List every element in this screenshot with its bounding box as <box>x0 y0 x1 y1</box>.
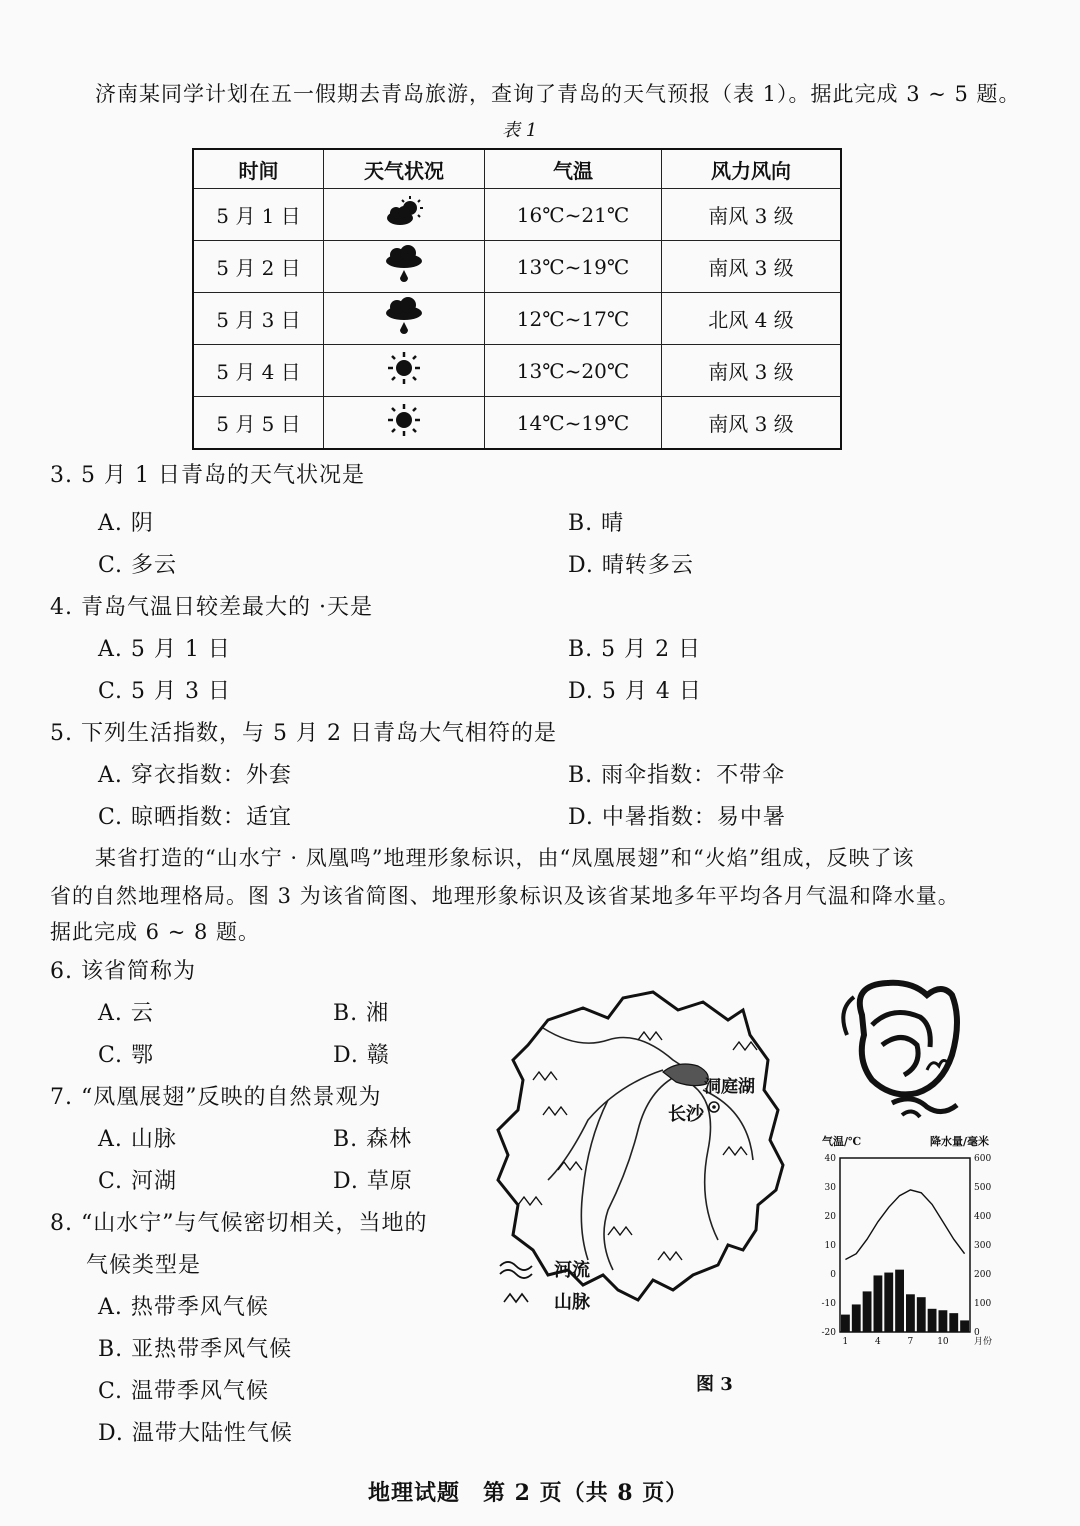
sun-icon <box>386 350 422 386</box>
precip-bar <box>928 1309 937 1332</box>
figure-caption: 图 3 <box>696 1374 733 1395</box>
table-row <box>193 293 841 345</box>
question-4-stem: 4. 青岛气温日较差最大的 ·天是 <box>50 595 373 620</box>
temp-cell: 12℃~17℃ <box>485 293 662 345</box>
question-3-option-d[interactable]: D. 晴转多云 <box>568 553 694 578</box>
question-5-option-d[interactable]: D. 中暑指数：易中暑 <box>568 805 786 830</box>
intro-text-2-line-1: 某省打造的“山水宁 · 凤凰鸣”地理形象标识，由“凤凰展翅”和“火焰”组成，反映了该 <box>95 846 915 870</box>
question-5-option-b[interactable]: B. 雨伞指数：不带伞 <box>568 763 786 788</box>
date-cell: 5 月 5 日 <box>193 397 324 450</box>
wind-cell: 南风 3 级 <box>662 345 842 397</box>
date-cell: 5 月 3 日 <box>193 293 324 345</box>
date-cell: 5 月 2 日 <box>193 241 324 293</box>
precip-bar <box>863 1291 872 1332</box>
question-7-stem: 7. “凤凰展翅”反映的自然景观为 <box>50 1085 382 1110</box>
question-6-option-a[interactable]: A. 云 <box>98 1001 154 1026</box>
wind-cell: 南风 3 级 <box>662 397 842 450</box>
lake-label: 洞庭湖 <box>704 1077 755 1097</box>
rain-icon <box>382 244 426 284</box>
header-temperature: 气温 <box>485 149 662 189</box>
temp-tick-label: 30 <box>824 1183 836 1193</box>
city-label: 长沙 <box>668 1104 704 1125</box>
intro-text-2-line-2: 省的自然地理格局。图 3 为该省简图、地理形象标识及该省某地多年平均各月气温和降水量。 <box>50 884 960 908</box>
precip-tick-label: 300 <box>974 1241 992 1251</box>
weather-cell <box>324 293 485 345</box>
question-8-option-a[interactable]: A. 热带季风气候 <box>98 1295 269 1320</box>
temp-cell: 13℃~19℃ <box>485 241 662 293</box>
question-8-option-c[interactable]: C. 温带季风气候 <box>98 1379 270 1404</box>
weather-cell <box>324 189 485 241</box>
y-axis-right-label: 降水量/毫米 <box>930 1135 990 1148</box>
legend-river-label: 河流 <box>554 1260 590 1281</box>
question-6-option-c[interactable]: C. 鄂 <box>98 1043 155 1068</box>
wind-cell: 南风 3 级 <box>662 189 842 241</box>
precip-bar <box>895 1270 904 1332</box>
table-row <box>193 397 841 450</box>
question-5-option-a[interactable]: A. 穿衣指数：外套 <box>98 763 292 788</box>
question-6-option-d[interactable]: D. 赣 <box>333 1043 390 1068</box>
y-axis-left-label: 气温/℃ <box>822 1135 862 1148</box>
precip-tick-label: 600 <box>974 1154 992 1164</box>
temperature-line <box>845 1190 964 1260</box>
header-weather: 天气状况 <box>324 149 485 189</box>
weather-cell <box>324 241 485 293</box>
precip-bar <box>884 1273 893 1332</box>
province-map <box>488 990 788 1320</box>
question-7-option-b[interactable]: B. 森林 <box>333 1127 413 1152</box>
precip-tick-label: 200 <box>974 1270 992 1280</box>
precip-bar <box>841 1315 850 1332</box>
temp-tick-label: 40 <box>824 1154 836 1164</box>
question-3-stem: 3. 5 月 1 日青岛的天气状况是 <box>50 463 365 488</box>
x-tick-label: 7 <box>907 1337 914 1347</box>
question-8-stem-line-2: 气候类型是 <box>86 1253 202 1278</box>
header-wind: 风力风向 <box>662 149 842 189</box>
date-cell: 5 月 4 日 <box>193 345 324 397</box>
question-3-option-c[interactable]: C. 多云 <box>98 553 178 578</box>
legend-mountain-label: 山脉 <box>554 1292 590 1313</box>
question-8-option-b[interactable]: B. 亚热带季风气候 <box>98 1337 293 1362</box>
weather-cell <box>324 345 485 397</box>
precip-tick-label: 400 <box>974 1212 992 1222</box>
temp-tick-label: 20 <box>824 1212 836 1222</box>
question-4-option-b[interactable]: B. 5 月 2 日 <box>568 637 702 662</box>
rain-icon <box>382 296 426 336</box>
question-4-option-a[interactable]: A. 5 月 1 日 <box>98 637 231 662</box>
precip-tick-label: 500 <box>974 1183 992 1193</box>
precip-bar <box>960 1320 969 1332</box>
question-7-option-d[interactable]: D. 草原 <box>333 1169 413 1194</box>
wind-cell: 北风 4 级 <box>662 293 842 345</box>
question-5-option-c[interactable]: C. 晾晒指数：适宜 <box>98 805 293 830</box>
temp-tick-label: 10 <box>824 1241 836 1251</box>
table-caption: 表 1 <box>502 120 538 141</box>
intro-text-2-line-3: 据此完成 6 ~ 8 题。 <box>50 920 261 944</box>
temp-cell: 16℃~21℃ <box>485 189 662 241</box>
question-4-option-c[interactable]: C. 5 月 3 日 <box>98 679 232 704</box>
temp-tick-label: -10 <box>821 1299 836 1309</box>
question-4-option-d[interactable]: D. 5 月 4 日 <box>568 679 702 704</box>
header-time: 时间 <box>193 149 324 189</box>
temp-tick-label: -20 <box>821 1328 836 1338</box>
intro-text-1: 济南某同学计划在五一假期去青岛旅游，查询了青岛的天气预报（表 1）。据此完成 3 ~ 5 题。 <box>95 82 1021 106</box>
table-row <box>193 345 841 397</box>
climate-chart <box>812 1130 1002 1355</box>
date-cell: 5 月 1 日 <box>193 189 324 241</box>
question-5-stem: 5. 下列生活指数，与 5 月 2 日青岛大气相符的是 <box>50 721 557 746</box>
question-7-option-a[interactable]: A. 山脉 <box>98 1127 177 1152</box>
x-tick-label: 1 <box>842 1337 849 1347</box>
weather-forecast-table <box>192 148 842 450</box>
precip-bar <box>917 1297 926 1332</box>
precip-bar <box>949 1313 958 1332</box>
question-8-option-d[interactable]: D. 温带大陆性气候 <box>98 1421 293 1446</box>
question-7-option-c[interactable]: C. 河湖 <box>98 1169 178 1194</box>
partly-cloudy-icon <box>382 194 426 230</box>
table-row <box>193 189 841 241</box>
precip-bar <box>906 1294 915 1332</box>
precip-tick-label: 0 <box>974 1328 980 1338</box>
question-3-option-b[interactable]: B. 晴 <box>568 511 625 536</box>
question-6-option-b[interactable]: B. 湘 <box>333 1001 390 1026</box>
phoenix-logo <box>832 975 972 1125</box>
wind-cell: 南风 3 级 <box>662 241 842 293</box>
weather-cell <box>324 397 485 450</box>
question-6-stem: 6. 该省简称为 <box>50 959 196 984</box>
temp-cell: 14℃~19℃ <box>485 397 662 450</box>
precip-bar <box>939 1310 948 1332</box>
x-tick-label: 4 <box>875 1337 881 1347</box>
x-tick-label: 10 <box>937 1337 949 1347</box>
temp-cell: 13℃~20℃ <box>485 345 662 397</box>
precip-bar <box>852 1304 861 1332</box>
precip-tick-label: 100 <box>974 1299 992 1309</box>
x-axis-label: 月份 <box>974 1337 993 1347</box>
lake-shape <box>663 1064 708 1086</box>
precip-bar <box>874 1275 883 1332</box>
sun-icon <box>386 402 422 438</box>
table-row <box>193 241 841 293</box>
temp-tick-label: 0 <box>830 1270 836 1280</box>
question-8-stem-line-1: 8. “山水宁”与气候密切相关，当地的 <box>50 1211 428 1236</box>
page-footer: 地理试题 第 2 页（共 8 页） <box>368 1480 689 1506</box>
question-3-option-a[interactable]: A. 阴 <box>98 511 154 536</box>
